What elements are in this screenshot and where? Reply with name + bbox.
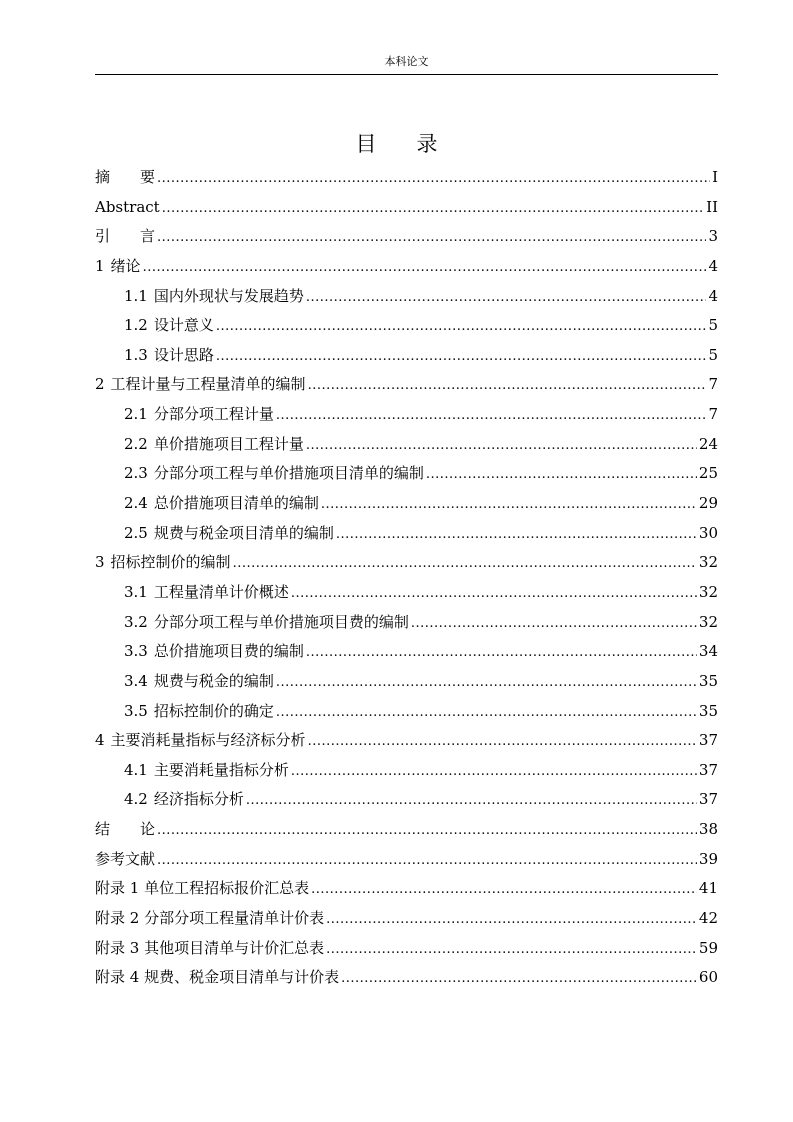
toc-entry[interactable] bbox=[95, 311, 718, 341]
toc-leader-dots bbox=[291, 578, 697, 609]
toc-entry-number: 4 bbox=[95, 731, 105, 750]
page-header bbox=[95, 56, 718, 75]
toc-entry-number: 3.3 bbox=[124, 642, 148, 661]
toc-entry-page: 32 bbox=[698, 612, 718, 631]
toc-entry-page: 5 bbox=[708, 316, 718, 335]
toc-entry-page: 32 bbox=[698, 582, 718, 601]
toc-entry-label bbox=[124, 667, 274, 697]
toc-entry[interactable] bbox=[95, 608, 718, 638]
toc-entry-label bbox=[124, 608, 409, 638]
toc-entry-text: 主要消耗量指标分析 bbox=[153, 760, 289, 779]
toc-entry-label bbox=[95, 934, 324, 964]
toc-entry-number: 2.1 bbox=[124, 405, 148, 424]
toc-title-left: 目 bbox=[355, 132, 377, 156]
toc-leader-dots bbox=[341, 963, 697, 994]
toc-leader-dots bbox=[157, 845, 697, 876]
toc-leader-dots bbox=[216, 311, 707, 342]
toc-entry-text: 规费与税金项目清单的编制 bbox=[153, 523, 334, 542]
toc-entry-number: 3.5 bbox=[124, 701, 148, 720]
toc-entry-text: 分部分项工程与单价措施项目清单的编制 bbox=[153, 464, 424, 483]
toc-leader-dots bbox=[276, 667, 697, 698]
toc-entry-page: 25 bbox=[698, 464, 718, 483]
toc-leader-dots bbox=[326, 934, 697, 965]
toc-leader-dots bbox=[311, 874, 697, 905]
toc-entry-text: 单价措施项目工程计量 bbox=[153, 434, 304, 453]
toc-entry-label bbox=[124, 697, 274, 727]
toc-leader-dots bbox=[276, 697, 697, 728]
toc-leader-dots bbox=[157, 163, 710, 194]
toc-entry-number: 1.1 bbox=[124, 286, 148, 305]
toc-leader-dots bbox=[326, 904, 697, 935]
toc-leader-dots bbox=[276, 400, 707, 431]
toc-leader-dots bbox=[308, 726, 697, 757]
toc-entry-label bbox=[124, 430, 304, 460]
toc-entry-text: 结 论 bbox=[95, 820, 156, 839]
toc-entry-label bbox=[95, 163, 155, 193]
toc-entry-number: 3 bbox=[95, 553, 105, 572]
toc-entry-label bbox=[124, 282, 304, 312]
toc-entry-label bbox=[124, 637, 304, 667]
toc-entry-label bbox=[95, 222, 155, 252]
toc-entry-label bbox=[124, 459, 424, 489]
toc-leader-dots bbox=[157, 222, 706, 253]
toc-entry-page: 4 bbox=[708, 286, 718, 305]
toc-entry-page: 39 bbox=[698, 849, 718, 868]
toc-entry[interactable] bbox=[95, 222, 718, 252]
toc-entry-text: 附录 3 其他项目清单与计价汇总表 bbox=[95, 938, 325, 957]
toc-entry-number: 2 bbox=[95, 375, 105, 394]
toc-leader-dots bbox=[306, 282, 707, 313]
toc-leader-dots bbox=[162, 193, 704, 224]
toc-entry-number: 2.2 bbox=[124, 434, 148, 453]
toc-entry-page: 7 bbox=[708, 375, 718, 394]
toc-entry-text: 工程量清单计价概述 bbox=[153, 582, 289, 601]
toc-entry[interactable] bbox=[95, 963, 718, 993]
toc-entry-text: 引 言 bbox=[95, 227, 156, 246]
toc-leader-dots bbox=[426, 459, 697, 490]
toc-entry[interactable] bbox=[95, 282, 718, 312]
toc-entry-page: 42 bbox=[698, 909, 718, 928]
toc-entry-label bbox=[124, 785, 244, 815]
toc-leader-dots bbox=[291, 756, 697, 787]
toc-leader-dots bbox=[233, 548, 697, 579]
header-text: 本科论文 bbox=[384, 55, 429, 68]
toc-entry[interactable] bbox=[95, 163, 718, 193]
toc-entry[interactable] bbox=[95, 726, 718, 756]
toc-leader-dots bbox=[216, 341, 707, 372]
toc-leader-dots bbox=[306, 430, 697, 461]
toc-entry[interactable] bbox=[95, 578, 718, 608]
toc-leader-dots bbox=[306, 637, 697, 668]
toc-entry[interactable] bbox=[95, 252, 718, 282]
toc-entry-page: 38 bbox=[698, 820, 718, 839]
toc-entry-label bbox=[95, 963, 339, 993]
toc-entry[interactable] bbox=[95, 489, 718, 519]
toc-entry-label bbox=[124, 341, 214, 371]
toc-entry-label bbox=[95, 874, 309, 904]
toc-entry-text: 摘 要 bbox=[95, 168, 156, 186]
toc-entry-label bbox=[124, 400, 274, 430]
toc-entry[interactable] bbox=[95, 874, 718, 904]
toc-entry-page: 35 bbox=[698, 701, 718, 720]
toc-entry-text: 招标控制价的编制 bbox=[110, 553, 231, 572]
toc-leader-dots bbox=[411, 608, 697, 639]
toc-entry[interactable] bbox=[95, 400, 718, 430]
toc-entry-label bbox=[95, 193, 160, 223]
toc-entry-label bbox=[124, 756, 289, 786]
toc-entry[interactable] bbox=[95, 756, 718, 786]
toc-entry-number: 1.3 bbox=[124, 345, 148, 364]
toc-entry-text: 设计思路 bbox=[153, 345, 214, 364]
toc-entry-page: II bbox=[706, 197, 718, 216]
toc-leader-dots bbox=[143, 252, 707, 283]
toc-leader-dots bbox=[308, 370, 707, 401]
toc-entry-number: 1.2 bbox=[124, 316, 148, 335]
toc-entry-text: 设计意义 bbox=[153, 316, 214, 335]
toc-entry[interactable] bbox=[95, 548, 718, 578]
toc-entry-text: 总价措施项目清单的编制 bbox=[153, 494, 319, 513]
toc-entry-page: 37 bbox=[698, 790, 718, 809]
toc-entry-text: 附录 1 单位工程招标报价汇总表 bbox=[95, 879, 310, 898]
toc-title-right: 录 bbox=[416, 132, 438, 156]
toc-entry-page: 60 bbox=[698, 968, 718, 987]
toc-entry-text: 主要消耗量指标与经济标分析 bbox=[110, 731, 306, 750]
toc-entry[interactable] bbox=[95, 667, 718, 697]
toc-entry-text: Abstract bbox=[95, 197, 160, 216]
toc-leader-dots bbox=[157, 815, 697, 846]
toc-entry[interactable] bbox=[95, 430, 718, 460]
toc-entry-page: 7 bbox=[708, 405, 718, 424]
toc-entry-page: 30 bbox=[698, 523, 718, 542]
toc-entry-label bbox=[124, 489, 319, 519]
toc-entry-number: 3.1 bbox=[124, 582, 148, 601]
toc-entry-label bbox=[95, 904, 324, 934]
toc-entry-number: 4.2 bbox=[124, 790, 148, 809]
toc-entry-text: 附录 2 分部分项工程量清单计价表 bbox=[95, 909, 325, 928]
toc-entry-number: 2.5 bbox=[124, 523, 148, 542]
toc-entry-text: 参考文献 bbox=[95, 849, 156, 868]
toc-entry-text: 经济指标分析 bbox=[153, 790, 244, 809]
toc-entry-page: 59 bbox=[698, 938, 718, 957]
toc-entry-label bbox=[95, 252, 141, 282]
toc-entry-page: 41 bbox=[698, 879, 718, 898]
toc-entry-number: 4.1 bbox=[124, 760, 148, 779]
toc-entry-number: 3.2 bbox=[124, 612, 148, 631]
toc-entry[interactable] bbox=[95, 904, 718, 934]
toc-entry-page: 37 bbox=[698, 731, 718, 750]
table-of-contents bbox=[95, 163, 718, 993]
toc-leader-dots bbox=[321, 489, 697, 520]
toc-entry-page: I bbox=[712, 168, 718, 186]
toc-entry-text: 总价措施项目费的编制 bbox=[153, 642, 304, 661]
toc-entry-label bbox=[95, 370, 306, 400]
toc-entry-number: 1 bbox=[95, 256, 105, 275]
toc-entry[interactable] bbox=[95, 815, 718, 845]
toc-entry[interactable] bbox=[95, 845, 718, 875]
toc-entry-page: 35 bbox=[698, 671, 718, 690]
toc-entry-text: 工程计量与工程量清单的编制 bbox=[110, 375, 306, 394]
toc-entry-number: 2.3 bbox=[124, 464, 148, 483]
toc-entry-text: 分部分项工程与单价措施项目费的编制 bbox=[153, 612, 409, 631]
toc-leader-dots bbox=[246, 785, 697, 816]
toc-entry[interactable] bbox=[95, 934, 718, 964]
toc-entry[interactable] bbox=[95, 459, 718, 489]
toc-entry-label bbox=[95, 845, 155, 875]
toc-entry-label bbox=[124, 311, 214, 341]
toc-entry-label bbox=[124, 578, 289, 608]
toc-entry-number: 3.4 bbox=[124, 671, 148, 690]
toc-entry[interactable] bbox=[95, 519, 718, 549]
toc-entry[interactable] bbox=[95, 637, 718, 667]
toc-entry-text: 招标控制价的确定 bbox=[153, 701, 274, 720]
toc-entry-number: 2.4 bbox=[124, 494, 148, 513]
toc-entry[interactable] bbox=[95, 785, 718, 815]
toc-entry-label bbox=[95, 548, 231, 578]
toc-entry-page: 3 bbox=[708, 227, 718, 246]
toc-leader-dots bbox=[336, 519, 697, 550]
toc-entry[interactable] bbox=[95, 193, 718, 223]
toc-entry[interactable] bbox=[95, 370, 718, 400]
toc-entry[interactable] bbox=[95, 341, 718, 371]
toc-entry[interactable] bbox=[95, 697, 718, 727]
toc-entry-page: 24 bbox=[698, 434, 718, 453]
toc-entry-text: 分部分项工程计量 bbox=[153, 405, 274, 424]
toc-entry-text: 规费与税金的编制 bbox=[153, 671, 274, 690]
toc-entry-text: 绪论 bbox=[110, 256, 141, 275]
toc-entry-page: 37 bbox=[698, 760, 718, 779]
toc-entry-text: 国内外现状与发展趋势 bbox=[153, 286, 304, 305]
toc-entry-label bbox=[124, 519, 334, 549]
toc-entry-page: 34 bbox=[698, 642, 718, 661]
toc-entry-label bbox=[95, 726, 306, 756]
toc-entry-page: 29 bbox=[698, 494, 718, 513]
toc-entry-page: 32 bbox=[698, 553, 718, 572]
toc-entry-page: 4 bbox=[708, 256, 718, 275]
toc-entry-page: 5 bbox=[708, 345, 718, 364]
toc-title bbox=[0, 130, 793, 158]
toc-entry-text: 附录 4 规费、税金项目清单与计价表 bbox=[95, 968, 340, 987]
toc-entry-label bbox=[95, 815, 155, 845]
